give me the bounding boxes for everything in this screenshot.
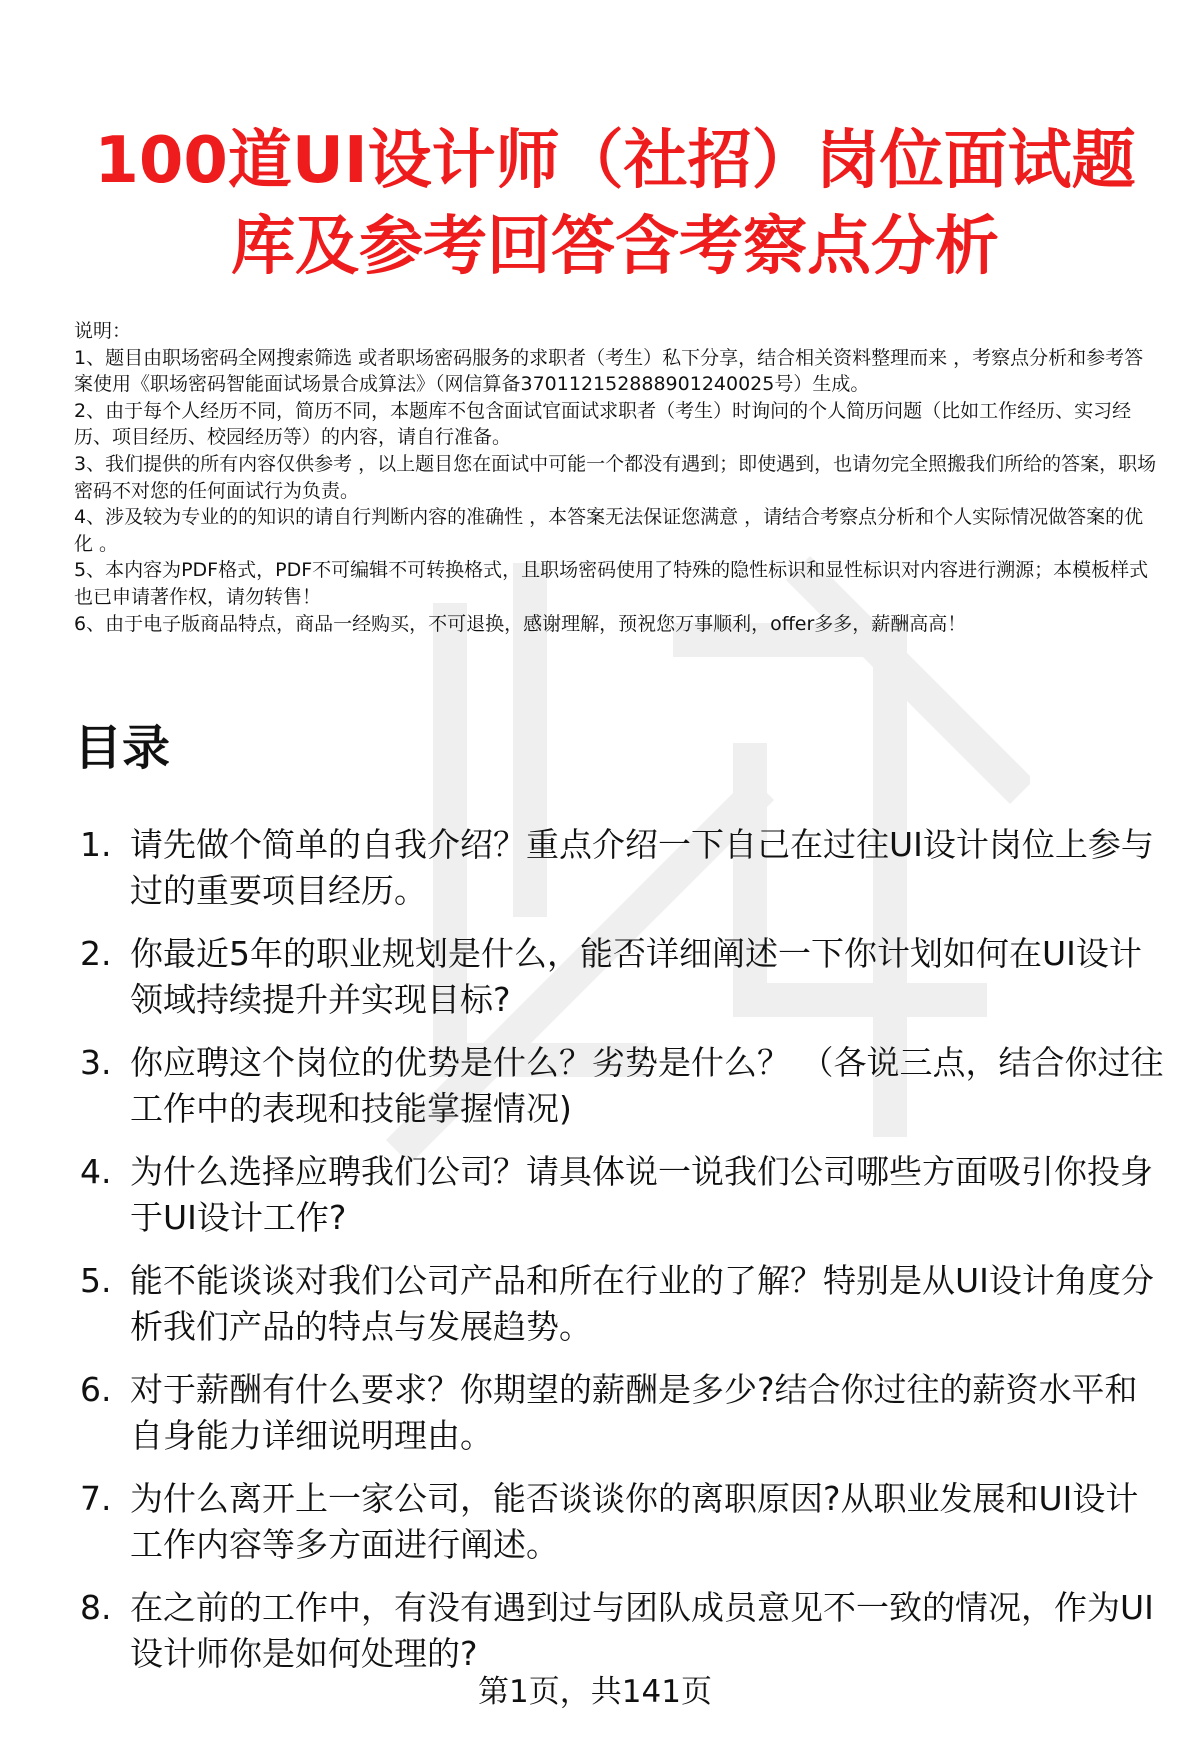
toc-item-4[interactable] [74, 1149, 1164, 1241]
toc-item-6[interactable] [74, 1367, 1164, 1459]
notes-section [74, 318, 1160, 637]
notes-item-2: 2、由于每个人经历不同，简历不同，本题库不包含面试官面试求职者（考生）时询问的个人简历问题（比如工作经历、实习经历、项目经历、校园经历等）的内容，请自行准备。 [74, 399, 1132, 449]
notes-item-4: 4、涉及较为专业的的知识的请自行判断内容的准确性 ，本答案无法保证您满意 ，请结合考察点分析和个人实际情况做答案的优化 。 [74, 506, 1144, 555]
toc-item-text: 你最近5年的职业规划是什么，能否详细阐述一下你计划如何在UI设计领域持续提升并实现目标? [130, 934, 1142, 1019]
notes-item-5: 5、本内容为PDF格式，PDF不可编辑不可转换格式，且职场密码使用了特殊的隐性标识和显性标识对内容进行溯源；本模板样式也已申请著作权，请勿转售！ [74, 559, 1149, 608]
toc-item-text: 为什么离开上一家公司，能否谈谈你的离职原因?从职业发展和UI设计工作内容等多方面进行阐述。 [130, 1479, 1139, 1564]
toc-heading: 目录 [74, 720, 171, 776]
document-title-line-2: 库及参考回答含考察点分析 [231, 210, 999, 284]
toc-item-1[interactable] [74, 822, 1164, 914]
notes-item-3: 3、我们提供的所有内容仅供参考 ，以上题目您在面试中可能一个都没有遇到；即使遇到，也请勿完全照搬我们所给的答案，职场密码不对您的任何面试行为负责。 [74, 452, 1157, 502]
toc-item-text: 能不能谈谈对我们公司产品和所在行业的了解？特别是从UI设计角度分析我们产品的特点与发展趋势。 [130, 1261, 1154, 1346]
toc-item-number: 4. [80, 1152, 112, 1191]
toc-item-number: 1. [80, 825, 112, 864]
toc-item-number: 3. [80, 1043, 112, 1082]
toc-item-number: 6. [80, 1370, 112, 1409]
toc-item-2[interactable] [74, 931, 1164, 1023]
document-title-line-1: 100道UI设计师（社招）岗位面试题 [94, 124, 1136, 198]
toc-item-text: 你应聘这个岗位的优势是什么？劣势是什么？ （各说三点，结合你过往工作中的表现和技能掌握情况) [130, 1043, 1164, 1128]
toc-list [74, 822, 1164, 1694]
toc-item-8[interactable] [74, 1585, 1164, 1677]
toc-item-text: 请先做个简单的自我介绍？重点介绍一下自己在过往UI设计岗位上参与过的重要项目经历。 [130, 825, 1154, 910]
toc-item-number: 8. [80, 1588, 112, 1627]
toc-item-number: 7. [80, 1479, 112, 1518]
toc-item-text: 为什么选择应聘我们公司？请具体说一说我们公司哪些方面吸引你投身于UI设计工作? [130, 1152, 1153, 1237]
document-title [70, 118, 1160, 290]
toc-item-number: 2. [80, 934, 112, 973]
toc-item-3[interactable] [74, 1040, 1164, 1132]
toc-item-text: 在之前的工作中，有没有遇到过与团队成员意见不一致的情况，作为UI设计师你是如何处理的? [130, 1588, 1154, 1673]
toc-item-5[interactable] [74, 1258, 1164, 1350]
toc-item-text: 对于薪酬有什么要求？你期望的薪酬是多少?结合你过往的薪资水平和自身能力详细说明理由。 [130, 1370, 1138, 1455]
notes-heading: 说明： [74, 320, 132, 342]
page-number: 第1页，共141页 [478, 1674, 712, 1710]
toc-item-number: 5. [80, 1261, 112, 1300]
notes-item-1: 1、题目由职场密码全网搜索筛选 或者职场密码服务的求职者（考生）私下分享，结合相关资料整理而来 ，考察点分析和参考答案使用《职场密码智能面试场景合成算法》（网信算备370112152888901240025号）生成。 [74, 346, 1144, 396]
notes-item-6: 6、由于电子版商品特点，商品一经购买，不可退换，感谢理解，预祝您万事顺利，offer多多，薪酬高高！ [74, 612, 967, 635]
toc-item-7[interactable] [74, 1476, 1164, 1568]
